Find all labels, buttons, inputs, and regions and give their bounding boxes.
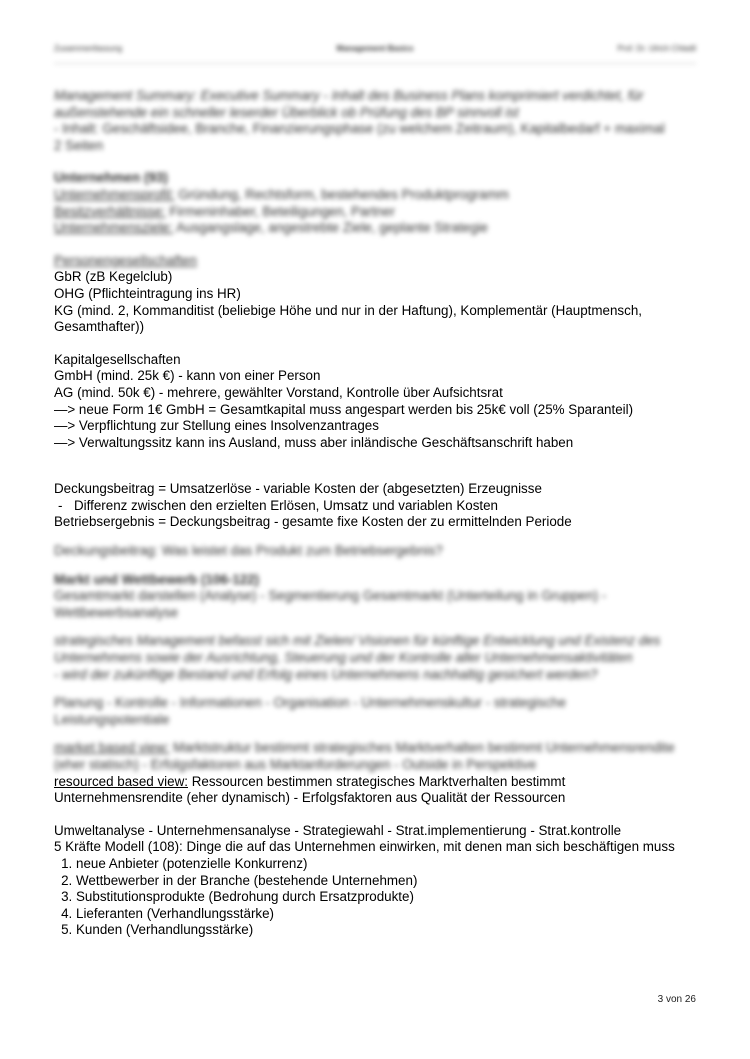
- section-heading: Markt und Wettbewerb (106-122): [54, 571, 260, 587]
- text-line: Wettbewerbsanalyse: [54, 604, 179, 620]
- text-line: Unternehmensrendite (eher dynamisch) - Erfolgsfaktoren aus Qualität der Ressourcen: [54, 790, 566, 806]
- deckungsbeitrag-section: [54, 481, 704, 559]
- list-item: 4. Lieferanten (Verhandlungsstärke): [76, 906, 704, 923]
- list-item: 5. Kunden (Verhandlungsstärke): [76, 922, 704, 939]
- summary-line: - Inhalt: Geschäftsidee, Branche, Finanzierungsphase (zu welchem Zeitraum), Kapitalbedarf + maximal: [54, 121, 665, 137]
- definition-row: Unternehmensziele: Ausgangslage, angestrebte Ziele, geplante Strategie: [54, 220, 488, 236]
- summary-line: Management Summary: Executive Summary - Inhalt des Business Plans komprimiert verdichtet, für: [54, 88, 644, 103]
- management-summary-section: [54, 88, 704, 154]
- text-line: (eher statisch) - Erfolgsfaktoren aus Marktanforderungen - Outside in Perspektive: [54, 757, 537, 772]
- section-heading: Personengesellschaften: [54, 252, 197, 268]
- section-heading: Unternehmen (93): [54, 170, 168, 186]
- text-line: Deckungsbeitrag = Umsatzerlöse - variable Kosten der (abgesetzten) Erzeugnisse: [54, 481, 542, 497]
- text-line: —> Verwaltungssitz kann ins Ausland, muss aber inländische Geschäftsanschrift haben: [54, 434, 574, 450]
- text-line: - wird der zukünftige Bestand und Erfolg eines Unternehmens nachhaltig gesichert werden?: [54, 666, 598, 682]
- text-line: GmbH (mind. 25k €) - kann von einer Person: [54, 368, 321, 384]
- header-divider: [54, 63, 696, 64]
- section-heading: Kapitalgesellschaften: [54, 351, 181, 367]
- markt-section: [54, 572, 704, 774]
- text-line: Umweltanalyse - Unternehmensanalyse - Strategiewahl - Strat.implementierung - Strat.kontrolle: [54, 822, 622, 838]
- text-line: strategisches Management befasst sich mit Zielen/ Visionen für künftige Entwicklung und Existenz des: [54, 633, 661, 649]
- page-content: [54, 88, 704, 939]
- summary-line: 2 Seiten: [54, 137, 104, 153]
- definition-row: Unternehmensprofil: Gründung, Rechtsform, bestehendes Produktprogramm: [54, 186, 509, 202]
- text-line: Planung - Kontrolle - Informationen - Organisation - Unternehmenskultur - strategische: [54, 695, 567, 711]
- text-line: —> Verpflichtung zur Stellung eines Insolvenzantrages: [54, 418, 379, 434]
- page-number: 3 von 26: [657, 994, 696, 1005]
- text-line: AG (mind. 50k €) - mehrere, gewählter Vorstand, Kontrolle über Aufsichtsrat: [54, 384, 503, 400]
- text-line: Deckungsbeitrag: Was leistet das Produkt zum Betriebsergebnis?: [54, 543, 443, 559]
- list-item: 1. neue Anbieter (potenzielle Konkurrenz): [76, 856, 704, 873]
- dash-bullet: -: [58, 497, 63, 513]
- summary-line: außenstehende ein schneller leserder Überblick ob Prüfung des BP sinnvoll ist: [54, 104, 519, 120]
- text-line: Gesamtmarkt darstellen (Analyse) - Segmentierung Gesamtmarkt (Unterteilung in Gruppen) -: [54, 588, 607, 604]
- definition-row: market based view: Marktstruktur bestimmt strategisches Marktverhalten bestimmt Unternehmensrendite: [54, 740, 675, 756]
- list-item: 3. Substitutionsprodukte (Bedrohung durch Ersatzprodukte): [76, 889, 704, 906]
- header-author: Prof. Dr. Ulrich Chladil: [617, 44, 696, 53]
- bullet-line: - Differenz zwischen den erzielten Erlösen, Umsatz und variablen Kosten: [54, 498, 704, 515]
- unternehmen-section: [54, 170, 704, 236]
- personengesellschaften-section: [54, 253, 704, 336]
- page-header: [54, 44, 696, 58]
- text-line: KG (mind. 2, Kommanditist (beliebige Höhe und nur in der Haftung), Komplementär (Hauptmensch, Gesamthafter)): [54, 302, 642, 335]
- text-line: Leistungspotentiale: [54, 711, 170, 727]
- kapitalgesellschaften-section: [54, 352, 704, 452]
- list-item: 2. Wettbewerber in der Branche (bestehende Unternehmen): [76, 873, 704, 890]
- text-line: 5 Kräfte Modell (108): Dinge die auf das Unternehmen einwirken, mit denen man sich beschäftigen muss: [54, 839, 675, 855]
- definition-row: resourced based view: Ressourcen bestimmen strategisches Marktverhalten bestimmt: [54, 773, 566, 789]
- text-line: Unternehmens sowie der Ausrichtung, Steuerung und der Kontrolle aller Unternehmensaktivitäten: [54, 650, 633, 666]
- definition-row: Besitzverhältnisse: Firmeninhaber, Beteiligungen, Partner: [54, 203, 395, 219]
- text-line: Betriebsergebnis = Deckungsbeitrag - gesamte fixe Kosten der zu ermittelnden Periode: [54, 514, 572, 530]
- header-left: Zusammenfassung: [54, 44, 123, 53]
- text-line: GbR (zB Kegelclub): [54, 269, 173, 285]
- umwelt-section: [54, 823, 704, 939]
- text-line: —> neue Form 1€ GmbH = Gesamtkapital muss angespart werden bis 25k€ voll (25% Sparanteil): [54, 401, 634, 417]
- header-title: Management Basics: [336, 44, 414, 53]
- rbv-section: [54, 774, 704, 807]
- five-forces-list: [54, 856, 704, 939]
- text-line: OHG (Pflichteintragung ins HR): [54, 285, 241, 301]
